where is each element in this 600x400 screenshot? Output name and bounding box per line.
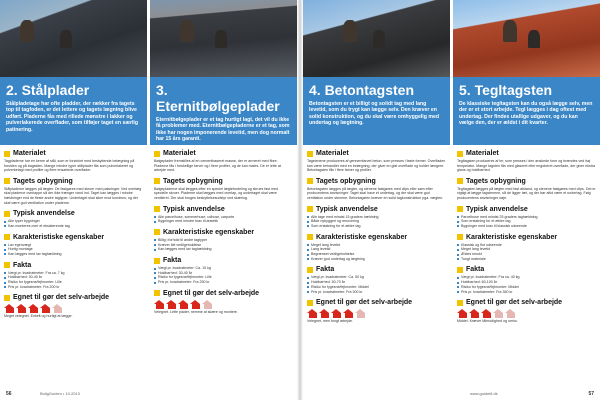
bullet-square-icon (4, 151, 10, 157)
heading-anvendelse: Typisk anvendelse (466, 205, 528, 213)
section-title: 4. Betontagsten (309, 82, 415, 98)
fakta-item: Holdbarhed: 30-40 år (4, 275, 143, 280)
lead-text: De klassiske tegltagsten kan du også lægge selv, men der er et stort arbejde. Tegl lægges i dag oftest med undertag. Der findes utallige udgaver, og du kan vælge den, der er ældst i dit kvarter. (459, 101, 593, 127)
section-title: 3. Eternitbølgeplader (156, 82, 280, 114)
heading-opbygning: Tagets opbygning (163, 177, 223, 185)
bullet-square-icon (154, 206, 160, 212)
article-column-3 (303, 0, 450, 400)
fakta-item: Risiko for fygesne/fejlmonter: Lille (154, 275, 293, 280)
egenskab-item: Begrænset vedligeholdelse (307, 252, 446, 257)
section-materiale (154, 149, 293, 173)
heading-egenskaber: Karakteristiske egenskaber (163, 228, 255, 236)
bullet-square-icon (154, 290, 160, 296)
heading-fakta: Fakta (316, 266, 335, 274)
anvendelse-item: Alle tage med mindst 15 graders hældning (307, 215, 446, 220)
anvendelse-item: Som erstatning for et ældre tag (307, 224, 446, 229)
heading-fakta: Fakta (163, 257, 182, 265)
section-egenskaber (4, 233, 143, 257)
lead-text: Eternitbølgeplader er et tag hurtigt lagt, det vil du ikke få problemer med. Eternitbølgepladerne er et tag, som ikke har nogen imponerende levetid, men dog normalt har 15 års garanti. (156, 117, 290, 143)
section-fakta (457, 265, 596, 294)
opbygning-text: Stålpladerne lægges på lægter. De fastgøres med skruer med pakninger. Ved overlæg skal pladerne overlappe så der ikke trænger vand ind. Taget kan lægges i mindre hældninger end de fleste andre tagtyper. Undertaget skal sikre mod kondens, og der skal være god ventilation under pladerne. (4, 186, 142, 205)
rating-house-icon (28, 304, 39, 313)
diy-rating (457, 309, 596, 318)
bullet-square-icon (307, 267, 313, 273)
roof-photo (303, 0, 450, 77)
rating-house-icon (178, 300, 189, 309)
section-fakta (4, 261, 143, 290)
bullet-square-icon (307, 206, 313, 212)
egenskab-item: Lav egenvægt (4, 243, 143, 248)
heading-opbygning: Tagets opbygning (466, 177, 526, 185)
page-number-left: 56 (6, 391, 12, 397)
section-title: 5. Tegltagsten (459, 82, 553, 98)
heading-anvendelse: Typisk anvendelse (163, 205, 225, 213)
article-column-2 (150, 0, 297, 400)
heading-materiale: Materialet (13, 150, 46, 157)
fakta-item: Vægt pr. kvadratmeter: Ca. 15 kg (154, 266, 293, 271)
materiale-text: Tegltagsten produceres af ler, som presses i den ønskede form og brændes ved høj temperatur. Mange tagsten fås med glaseret eller engoberet overflade, der giver ekstra glans og holdbarhed. (457, 159, 596, 173)
bullet-square-icon (457, 234, 463, 240)
section-anvendelse (307, 205, 446, 229)
heading-egenskaber: Karakteristiske egenskaber (13, 233, 105, 241)
egenskab-item: Meget lang levetid (307, 243, 446, 248)
section-egenskaber (154, 228, 293, 252)
rating-house-icon (355, 309, 366, 318)
section-rating (154, 289, 293, 315)
section-materiale (4, 149, 143, 173)
lead-text: Betontagsten er et billigt og solidt tag med lang levetid, som du trygt kan lægge selv. Den kræver en solid konstruktion, og du skal være omhyggelig med undertag og lægtning. (309, 101, 439, 127)
section-title: 2. Stålplader (6, 82, 90, 98)
bullet-square-icon (457, 300, 463, 306)
section-fakta (307, 265, 446, 294)
anvendelse-item: Alle parcelhuse, sommerhuse, udhuse, carporte (154, 215, 293, 220)
bullet-square-icon (307, 300, 313, 306)
rating-house-icon (16, 304, 27, 313)
heading-anvendelse: Typisk anvendelse (13, 210, 75, 218)
anvendelse-item: Kan monteres over et eksisterende tag (4, 224, 143, 229)
rating-house-icon (307, 309, 318, 318)
materiale-text: Tagpladerne har en kerne af stål, som er forzinket med beskyttende belægning på forsiden og på bagsiden. Mange mindre typer stålplader fås som pulverlakeret og pulverbelagt med profiler og flere ensartede overflader. (4, 159, 135, 173)
heading-opbygning: Tagets opbygning (316, 177, 376, 185)
fakta-item: Vægt pr. kvadratmeter: Fra ca. 7 kg (4, 271, 143, 276)
fakta-item: Vægt pr. kvadratmeter: Ca. 50 kg (307, 275, 446, 280)
anvendelse-item: Som erstatning for et ældre tag (457, 219, 596, 224)
title-banner (150, 77, 297, 145)
heading-materiale: Materialet (163, 150, 196, 157)
fakta-item: Pris pr. kvadratmeter: Fra 300 kr (307, 290, 446, 295)
rating-house-icon (343, 309, 354, 318)
page-gutter (297, 0, 303, 400)
opbygning-text: Betontagsten lægges på lægter, og stenene fastgøres med clips eller søm efter producentens anvisninger. Taget skal have et undertag, og der skal være god ventilation under stenene. Betontagsten kræver en solid tagkonstruktion pga. vægten. (307, 186, 444, 200)
rating-house-icon (40, 304, 51, 313)
section-rating (4, 293, 143, 319)
section-anvendelse (154, 205, 293, 224)
anvendelse-item: Både nybyggeri og renovering (307, 219, 446, 224)
heading-rating: Egnet til gør det selv-arbejde (13, 294, 110, 302)
materiale-text: Bølgeplader fremstilles af en cementbaseret masse, der er armeret med fibre. Pladerne fås i forskellige farver og i flere profiler, og de kan males. De er lette at arbejde med. (154, 159, 281, 173)
rating-house-icon (331, 309, 342, 318)
heading-rating: Egnet til gør det selv-arbejde (316, 299, 413, 307)
section-opbygning (457, 177, 596, 201)
footer-left: BoligGuiden • 10.2013 (40, 391, 80, 396)
fakta-item: Holdbarhed: 60-100 år (457, 280, 596, 285)
bullet-square-icon (4, 178, 10, 184)
rating-text: Meget velegnet. Enkelt og hurtigt at lægge. (4, 314, 73, 319)
section-rating (457, 298, 596, 324)
egenskab-item: Kan lægges med lav taghældning (4, 252, 143, 257)
fakta-item: Pris pr. kvadratmeter: Fra 200 kr (4, 285, 143, 290)
bullet-square-icon (154, 151, 160, 157)
bullet-square-icon (4, 295, 10, 301)
heading-rating: Egnet til gør det selv-arbejde (466, 299, 563, 307)
egenskab-item: Ældes smukt (457, 252, 596, 257)
roof-photo (0, 0, 147, 77)
page-number-right: 57 (588, 391, 594, 397)
bullet-square-icon (457, 151, 463, 157)
egenskab-item: Lang levetid (307, 247, 446, 252)
title-banner (0, 77, 147, 145)
bullet-square-icon (4, 234, 10, 240)
anvendelse-item: Bygninger med krav til klassisk udseende (457, 224, 596, 229)
egenskab-item: Kræver lidt vedligeholdelse (154, 243, 293, 248)
section-materiale (457, 149, 596, 173)
rating-text: Velegnet. Lette plader, nemme at skære og montere. (154, 309, 238, 314)
article-column-1 (0, 0, 147, 400)
article-column-4 (453, 0, 600, 400)
bullet-square-icon (457, 178, 463, 184)
bullet-square-icon (154, 178, 160, 184)
rating-house-icon (202, 300, 213, 309)
fakta-item: Risiko for fygesne/fejlmonter: Middel (457, 285, 596, 290)
heading-rating: Egnet til gør det selv-arbejde (163, 289, 260, 297)
section-egenskaber (307, 233, 446, 262)
rating-house-icon (154, 300, 165, 309)
lead-text: Stålpladetage har ofte pladder, der rækker fra tagets top til tagfoden, er det lettere og tagets lægning blive udført. Pladerne fås med rillede mønstre i lakker og pulverlakerede overflader, som tilføjer taget en særlig patinering. (6, 101, 139, 133)
section-opbygning (307, 177, 446, 201)
anvendelse-item: Bygninger med mindre krav til æstetik (154, 219, 293, 224)
bullet-square-icon (457, 206, 463, 212)
fakta-item: Pris pr. kvadratmeter: Fra 250 kr (154, 280, 293, 285)
fakta-item: Vægt pr. kvadratmeter: Fra ca. 40 kg (457, 275, 596, 280)
section-egenskaber (457, 233, 596, 262)
rating-house-icon (166, 300, 177, 309)
heading-materiale: Materialet (316, 150, 349, 157)
rating-house-icon (319, 309, 330, 318)
section-opbygning (154, 177, 293, 201)
egenskab-item: Tungt materiale (457, 257, 596, 262)
egenskab-item: Meget lang levetid (457, 247, 596, 252)
heading-anvendelse: Typisk anvendelse (316, 205, 378, 213)
egenskab-item: Hurtig montage (4, 247, 143, 252)
diy-rating (307, 309, 446, 318)
fakta-item: Holdbarhed: 50-70 år (307, 280, 446, 285)
section-anvendelse (4, 209, 143, 228)
roof-photo (453, 0, 600, 77)
diy-rating (154, 300, 293, 309)
egenskab-item: Billig i forhold til andre tagtyper (154, 238, 293, 243)
section-rating (307, 298, 446, 324)
heading-fakta: Fakta (13, 261, 32, 269)
fakta-item: Pris pr. kvadratmeter: Fra 350 kr (457, 290, 596, 295)
rating-house-icon (457, 309, 468, 318)
fakta-item: Risiko for fygesne/fejlmonter: Lille (4, 280, 143, 285)
rating-text: Middel. Kræver tålmodighed og omhu. (457, 319, 518, 324)
opbygning-text: Tegltagsten lægges på lægter med fast afstand, og stenene fastgøres med clips. Det er vigtigt at lægge tagstenene, så de ligger tæt, og der bør altid være et undertag. Følg producentens anvisninger nøje. (457, 186, 596, 200)
footer-right: www.guidetil.dk (470, 391, 498, 396)
fakta-item: Holdbarhed: 30-40 år (154, 271, 293, 276)
rating-house-icon (505, 309, 516, 318)
bullet-square-icon (457, 267, 463, 273)
anvendelse-item: Parcelhuse med mindst 25 graders taghældning (457, 215, 596, 220)
rating-house-icon (190, 300, 201, 309)
heading-egenskaber: Karakteristiske egenskaber (466, 233, 558, 241)
rating-house-icon (481, 309, 492, 318)
section-materiale (307, 149, 446, 173)
rating-house-icon (493, 309, 504, 318)
opbygning-text: Bølgepladerne skal lægges efter en speciel lægtefordeling og skrues fast med specielle skruer. Pladerne skal lægges med overlap, og undertaget skal være ventileret. Der skal bruges beskyttelsesudstyr ved skæring. (154, 186, 279, 200)
heading-fakta: Fakta (466, 266, 485, 274)
roof-photo (150, 0, 297, 77)
rating-house-icon (469, 309, 480, 318)
section-fakta (154, 256, 293, 285)
egenskab-item: Kan lægges med lav taghældning (154, 247, 293, 252)
diy-rating (4, 304, 143, 313)
title-banner (453, 77, 600, 145)
bullet-square-icon (307, 234, 313, 240)
rating-house-icon (4, 304, 15, 313)
bullet-square-icon (154, 258, 160, 264)
bullet-square-icon (4, 262, 10, 268)
materiale-text: Tagstenene produceres af gennemfarvet beton, som presses i faste former. Overfladen kan være behandlet med en belægning, der giver en glat overflade og holder længere. Betontagsten fås i flere farver og profiler. (307, 159, 446, 173)
bullet-square-icon (307, 178, 313, 184)
rating-house-icon (52, 304, 63, 313)
heading-egenskaber: Karakteristiske egenskaber (316, 233, 408, 241)
section-anvendelse (457, 205, 596, 229)
rating-text: Velegnet, men tungt arbejde. (307, 319, 353, 324)
egenskab-item: Kræver god undertag og lægtning (307, 257, 446, 262)
fakta-item: Risiko for fygesne/fejlmonter: Middel (307, 285, 446, 290)
heading-opbygning: Tagets opbygning (13, 177, 73, 185)
section-opbygning (4, 177, 143, 205)
bullet-square-icon (4, 211, 10, 217)
bullet-square-icon (154, 229, 160, 235)
bullet-square-icon (307, 151, 313, 157)
title-banner (303, 77, 450, 145)
heading-materiale: Materialet (466, 150, 499, 157)
egenskab-item: Klassisk og flot udseende (457, 243, 596, 248)
anvendelse-item: Alle typer bygninger (4, 219, 143, 224)
